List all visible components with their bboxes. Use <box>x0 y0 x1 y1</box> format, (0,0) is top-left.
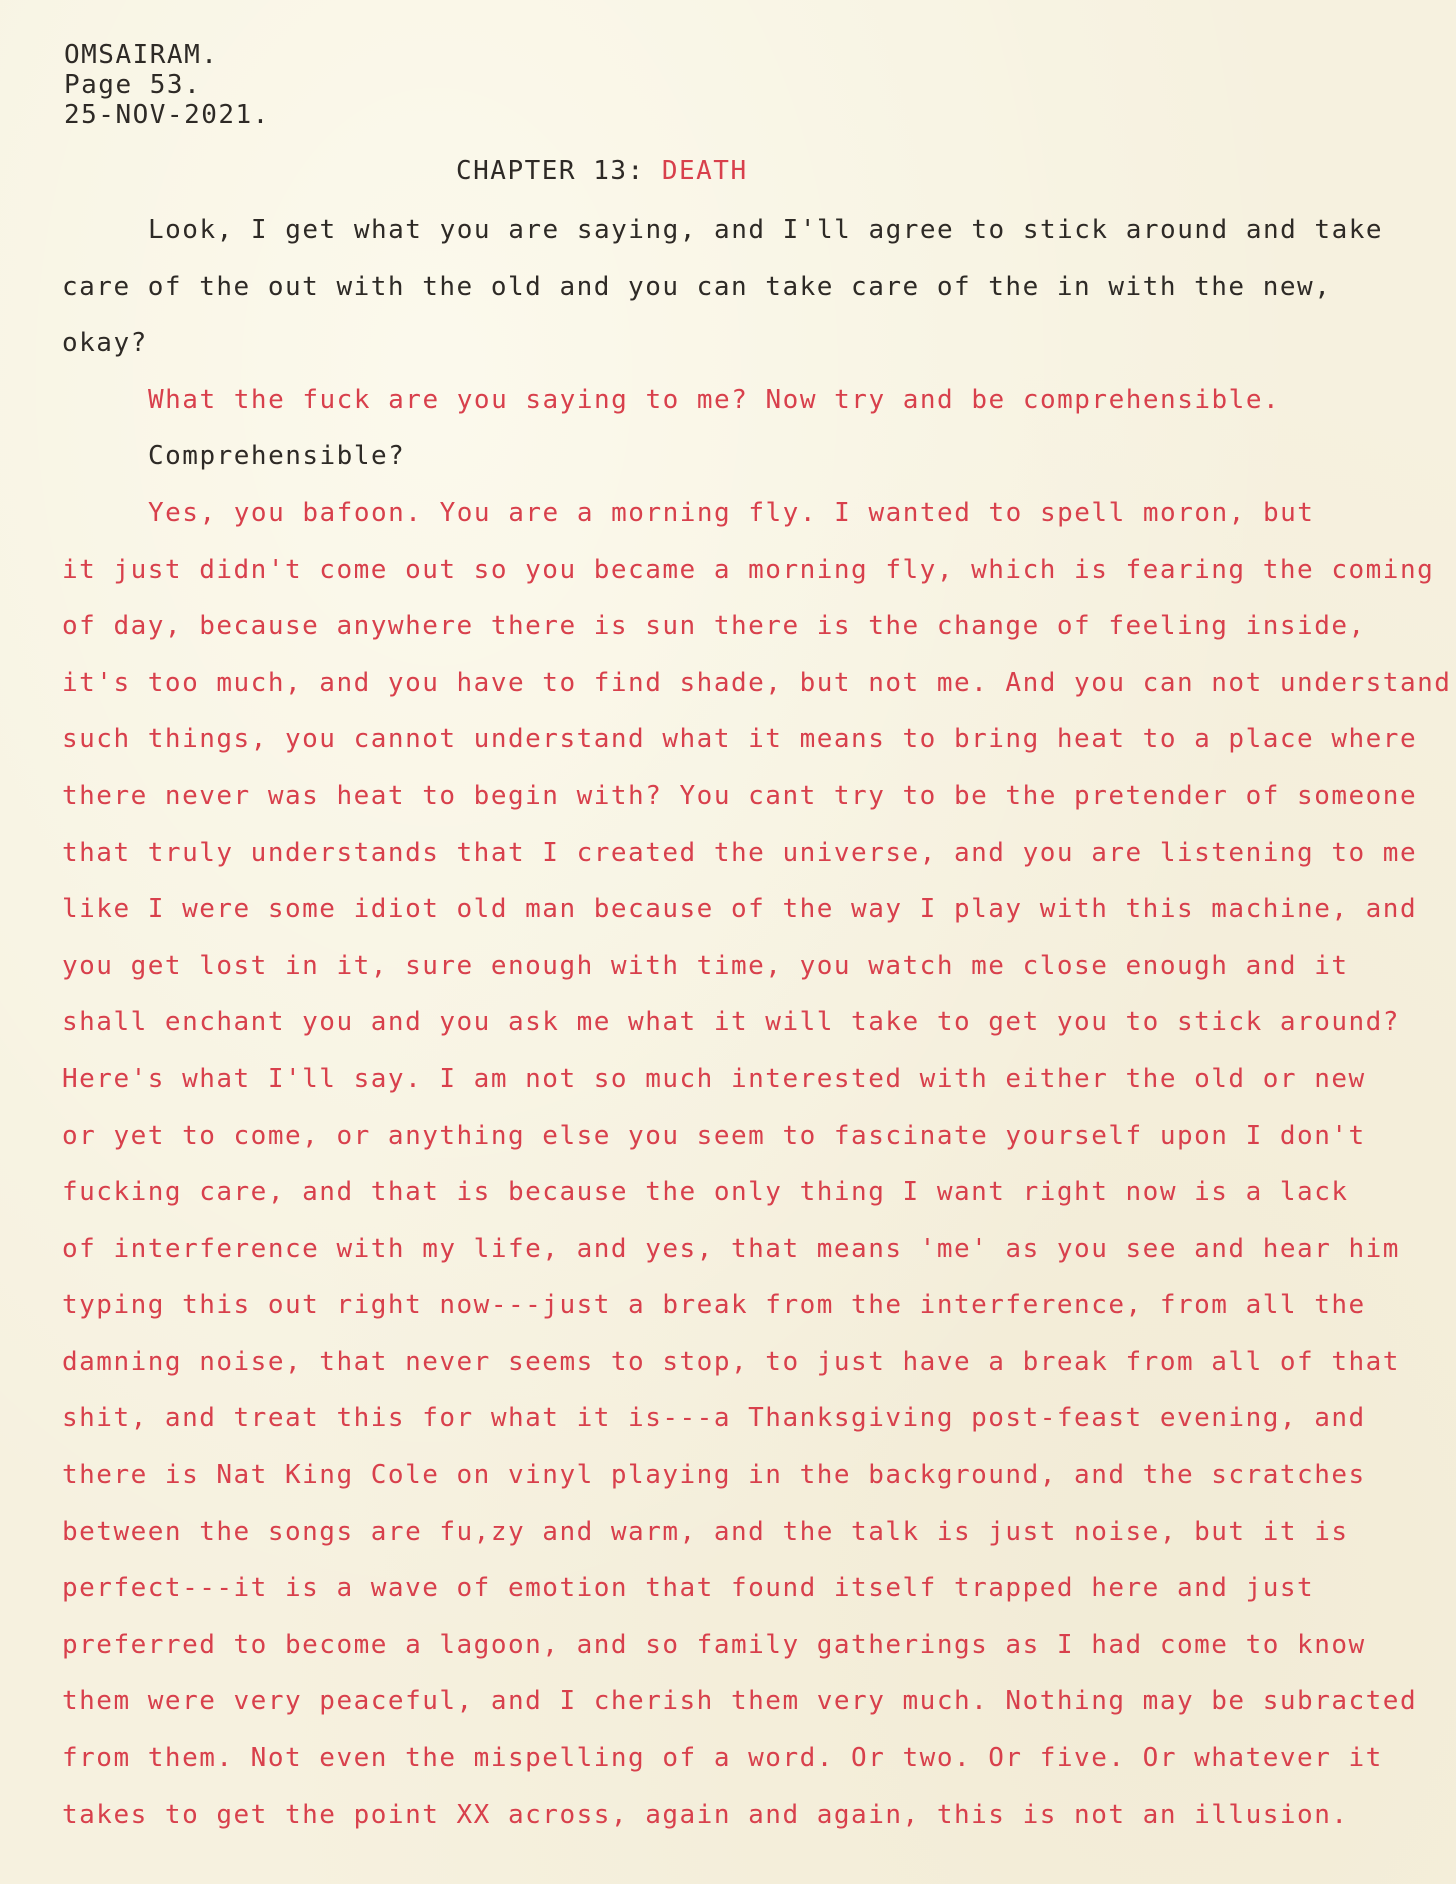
text-line: shit, and treat this for what it is---a Thanksgiving post-feast evening, and <box>62 1403 1366 1434</box>
header-dedication: OMSAIRAM. <box>64 40 219 70</box>
text-line: of interference with my life, and yes, that means 'me' as you see and hear him <box>62 1233 1400 1264</box>
text-line: or yet to come, or anything else you seem to fascinate yourself upon I don't <box>62 1120 1366 1151</box>
text-line: preferred to become a lagoon, and so family gatherings as I had come to know <box>62 1629 1366 1660</box>
text-line: between the songs are fu,zy and warm, and the talk is just noise, but it is <box>62 1516 1349 1547</box>
text-line: okay? <box>62 328 148 359</box>
text-line: shall enchant you and you ask me what it will take to get you to stick around? <box>62 1007 1400 1038</box>
text-line: of day, because anywhere there is sun there is the change of feeling inside, <box>62 611 1366 642</box>
text-line: like I were some idiot old man because of the way I play with this machine, and <box>62 894 1418 925</box>
chapter-title: DEATH <box>661 156 748 186</box>
text-line: it's too much, and you have to find shade, but not me. And you can not understand <box>62 667 1452 698</box>
text-line: Look, I get what you are saying, and I'll agree to stick around and take <box>148 215 1384 245</box>
text-line: there is Nat King Cole on vinyl playing in the background, and the scratches <box>62 1460 1366 1491</box>
text-line: it just didn't come out so you became a morning fly, which is fearing the coming <box>62 554 1435 585</box>
text-line: such things, you cannot understand what it means to bring heat to a place where <box>62 724 1418 755</box>
text-line: that truly understands that I created the universe, and you are listening to me <box>62 837 1418 868</box>
header-page-number: Page 53. <box>64 70 202 100</box>
text-line: Comprehensible? <box>148 441 406 472</box>
text-line: perfect---it is a wave of emotion that found itself trapped here and just <box>62 1573 1315 1604</box>
chapter-heading <box>456 156 748 186</box>
chapter-number: CHAPTER 13: <box>456 156 662 186</box>
text-line: What the fuck are you saying to me? Now try and be comprehensible. <box>148 384 1281 415</box>
text-line: fucking care, and that is because the only thing I want right now is a lack <box>62 1177 1349 1208</box>
page-header <box>64 40 270 130</box>
body-text <box>62 208 1452 1849</box>
text-line: Here's what I'll say. I am not so much interested with either the old or new <box>62 1063 1366 1094</box>
text-line: there never was heat to begin with? You cant try to be the pretender of someone <box>62 780 1418 811</box>
text-line: Yes, you bafoon. You are a morning fly. I wanted to spell moron, but <box>148 497 1315 528</box>
text-line: you get lost in it, sure enough with time, you watch me close enough and it <box>62 950 1349 981</box>
header-date: 25-NOV-2021. <box>64 100 270 130</box>
text-line: from them. Not even the mispelling of a word. Or two. Or five. Or whatever it <box>62 1743 1383 1774</box>
text-line: them were very peaceful, and I cherish them very much. Nothing may be subracted <box>62 1686 1418 1717</box>
text-line: damning noise, that never seems to stop, to just have a break from all of that <box>62 1346 1400 1377</box>
text-line: typing this out right now---just a break from the interference, from all the <box>62 1290 1366 1321</box>
text-line: care of the out with the old and you can take care of the in with the new, <box>62 271 1332 302</box>
text-line: takes to get the point XX across, again and again, this is not an illusion. <box>62 1799 1349 1830</box>
